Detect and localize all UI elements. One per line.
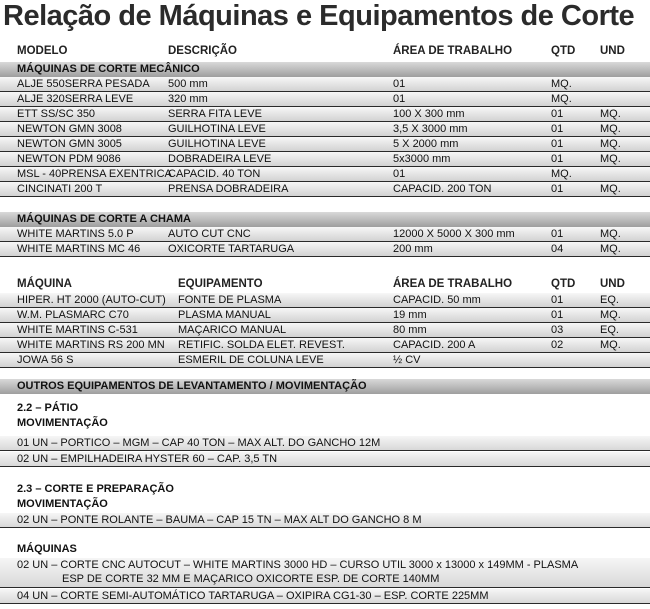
col-area: ÁREA DE TRABALHO	[393, 278, 513, 290]
table-cell: MAÇARICO MANUAL	[178, 324, 287, 336]
table-row	[0, 308, 650, 323]
table-cell: AUTO CUT CNC	[168, 228, 251, 240]
table-cell: WHITE MARTINS C-531	[17, 324, 138, 336]
table-cell: 01	[393, 168, 406, 180]
table-row	[0, 152, 650, 167]
col-descricao: DESCRIÇÃO	[168, 45, 238, 57]
list-item-text: 04 UN – CORTE SEMI-AUTOMÁTICO TARTARUGA – OXIPIRA CG1-30 – ESP. CORTE 225MM	[17, 590, 489, 602]
table-row	[0, 107, 650, 122]
table-cell: ½ CV	[393, 354, 421, 366]
table-cell: 01	[551, 123, 564, 135]
table2-header	[0, 277, 650, 292]
page-title: Relação de Máquinas e Equipamentos de Corte	[3, 0, 635, 32]
table-row	[0, 227, 650, 242]
table-cell: RETIFIC. SOLDA ELET. REVEST.	[178, 339, 345, 351]
table-cell: 01	[551, 309, 564, 321]
table-cell: W.M. PLASMARC C70	[17, 309, 129, 321]
list-item	[0, 558, 650, 588]
table-cell: 04	[551, 243, 564, 255]
list-item	[0, 589, 650, 604]
table-row	[0, 167, 650, 182]
table-cell: 19 mm	[393, 309, 427, 321]
table-cell: 12000 X 5000 X 300 mm	[393, 228, 515, 240]
table-cell: GUILHOTINA LEVE	[168, 138, 266, 150]
table-cell: HIPER. HT 2000 (AUTO-CUT)	[17, 294, 166, 306]
section-band-outros	[0, 379, 650, 394]
table-cell: MQ.	[600, 339, 621, 351]
table-cell: 5x3000 mm	[393, 153, 451, 165]
section-band-chama	[0, 212, 650, 227]
table-row	[0, 77, 650, 92]
section-title: OUTROS EQUIPAMENTOS DE LEVANTAMENTO / MOVIMENTAÇÃO	[17, 380, 367, 392]
table-cell: NEWTON PDM 9086	[17, 153, 121, 165]
table-cell: MQ.	[600, 228, 621, 240]
list-item-text: 02 UN – CORTE CNC AUTOCUT – WHITE MARTINS 3000 HD – CURSO UTIL 3000 x 13000 x 149MM - PLASMA	[17, 559, 579, 571]
table-cell: 200 mm	[393, 243, 433, 255]
table-row	[0, 122, 650, 137]
table-cell: 320 mm	[168, 93, 208, 105]
col-und: UND	[600, 278, 625, 290]
table-cell: NEWTON GMN 3008	[17, 123, 122, 135]
table-cell: PLASMA MANUAL	[178, 309, 271, 321]
table-cell: GUILHOTINA LEVE	[168, 123, 266, 135]
table-cell: JOWA 56 S	[17, 354, 74, 366]
col-area: ÁREA DE TRABALHO	[393, 45, 513, 57]
table-row	[0, 338, 650, 353]
table-cell: CAPACID. 40 TON	[168, 168, 261, 180]
table-cell: WHITE MARTINS 5.0 P	[17, 228, 134, 240]
maquinas-title: MÁQUINAS	[17, 543, 77, 555]
list-item-text-cont: ESP DE CORTE 32 MM E MAÇARICO OXICORTE ESP. DE CORTE 140MM	[62, 573, 440, 585]
table-row	[0, 242, 650, 257]
table1-header	[0, 44, 650, 59]
col-qtd: QTD	[551, 45, 576, 57]
table-cell: MQ.	[551, 78, 572, 90]
list-item-text: 01 UN – PORTICO – MGM – CAP 40 TON – MAX ALT. DO GANCHO 12M	[17, 437, 381, 449]
table-cell: MSL - 40PRENSA EXENTRICA	[17, 168, 172, 180]
table-cell: DOBRADEIRA LEVE	[168, 153, 272, 165]
table-row	[0, 323, 650, 338]
table-cell: 01	[551, 138, 564, 150]
col-und: UND	[600, 45, 625, 57]
table-cell: EQ.	[600, 324, 619, 336]
table-row	[0, 137, 650, 152]
table-cell: MQ.	[600, 309, 621, 321]
table-cell: MQ.	[551, 93, 572, 105]
section-title: MÁQUINAS DE CORTE MECÂNICO	[17, 63, 200, 75]
list-item	[0, 513, 650, 528]
table-cell: MQ.	[551, 168, 572, 180]
table-row	[0, 182, 650, 197]
table-cell: 80 mm	[393, 324, 427, 336]
table-cell: 02	[551, 339, 564, 351]
table-cell: MQ.	[600, 138, 621, 150]
table-cell: MQ.	[600, 123, 621, 135]
table-cell: WHITE MARTINS MC 46	[17, 243, 141, 255]
table-cell: MQ.	[600, 243, 621, 255]
table-row	[0, 293, 650, 308]
table-cell: CINCINATI 200 T	[17, 183, 103, 195]
table-cell: 500 mm	[168, 78, 208, 90]
table-cell: OXICORTE TARTARUGA	[168, 243, 295, 255]
table-cell: NEWTON GMN 3005	[17, 138, 122, 150]
table-cell: ALJE 320SERRA LEVE	[17, 93, 134, 105]
table-cell: CAPACID. 50 mm	[393, 294, 481, 306]
table-cell: 01	[551, 228, 564, 240]
col-equipamento: EQUIPAMENTO	[178, 278, 263, 290]
table-cell: ETT SS/SC 350	[17, 108, 96, 120]
section-band-mecanico	[0, 62, 650, 77]
table-cell: WHITE MARTINS RS 200 MN	[17, 339, 165, 351]
table-cell: 01	[393, 93, 406, 105]
corte-title: 2.3 – CORTE E PREPARAÇÃO	[17, 483, 174, 495]
table-cell: 01	[393, 78, 406, 90]
table-cell: SERRA FITA LEVE	[168, 108, 262, 120]
table-cell: 5 X 2000 mm	[393, 138, 459, 150]
table-cell: CAPACID. 200 A	[393, 339, 476, 351]
table-cell: MQ.	[600, 183, 621, 195]
table-cell: ALJE 550SERRA PESADA	[17, 78, 150, 90]
table-cell: ESMERIL DE COLUNA LEVE	[178, 354, 324, 366]
list-item	[0, 452, 650, 467]
col-qtd: QTD	[551, 278, 576, 290]
table-cell: FONTE DE PLASMA	[178, 294, 282, 306]
table-cell: MQ.	[600, 153, 621, 165]
table-cell: CAPACID. 200 TON	[393, 183, 492, 195]
table-cell: 01	[551, 108, 564, 120]
table-row	[0, 353, 650, 368]
table-cell: 01	[551, 183, 564, 195]
table-cell: EQ.	[600, 294, 619, 306]
col-maquina: MÁQUINA	[17, 278, 72, 290]
patio-title: 2.2 – PÁTIO	[17, 402, 79, 414]
table-cell: MQ.	[600, 108, 621, 120]
patio-subtitle: MOVIMENTAÇÃO	[17, 417, 108, 429]
table-row	[0, 92, 650, 107]
list-item	[0, 436, 650, 451]
table-cell: 01	[551, 294, 564, 306]
section-title: MÁQUINAS DE CORTE A CHAMA	[17, 213, 191, 225]
table-cell: PRENSA DOBRADEIRA	[168, 183, 289, 195]
table-cell: 01	[551, 153, 564, 165]
col-modelo: MODELO	[17, 45, 68, 57]
table-cell: 03	[551, 324, 564, 336]
table-cell: 100 X 300 mm	[393, 108, 465, 120]
corte-subtitle: MOVIMENTAÇÃO	[17, 498, 108, 510]
list-item-text: 02 UN – EMPILHADEIRA HYSTER 60 – CAP. 3,5 TN	[17, 453, 278, 465]
table-cell: 3,5 X 3000 mm	[393, 123, 468, 135]
list-item-text: 02 UN – PONTE ROLANTE – BAUMA – CAP 15 TN – MAX ALT DO GANCHO 8 M	[17, 514, 422, 526]
